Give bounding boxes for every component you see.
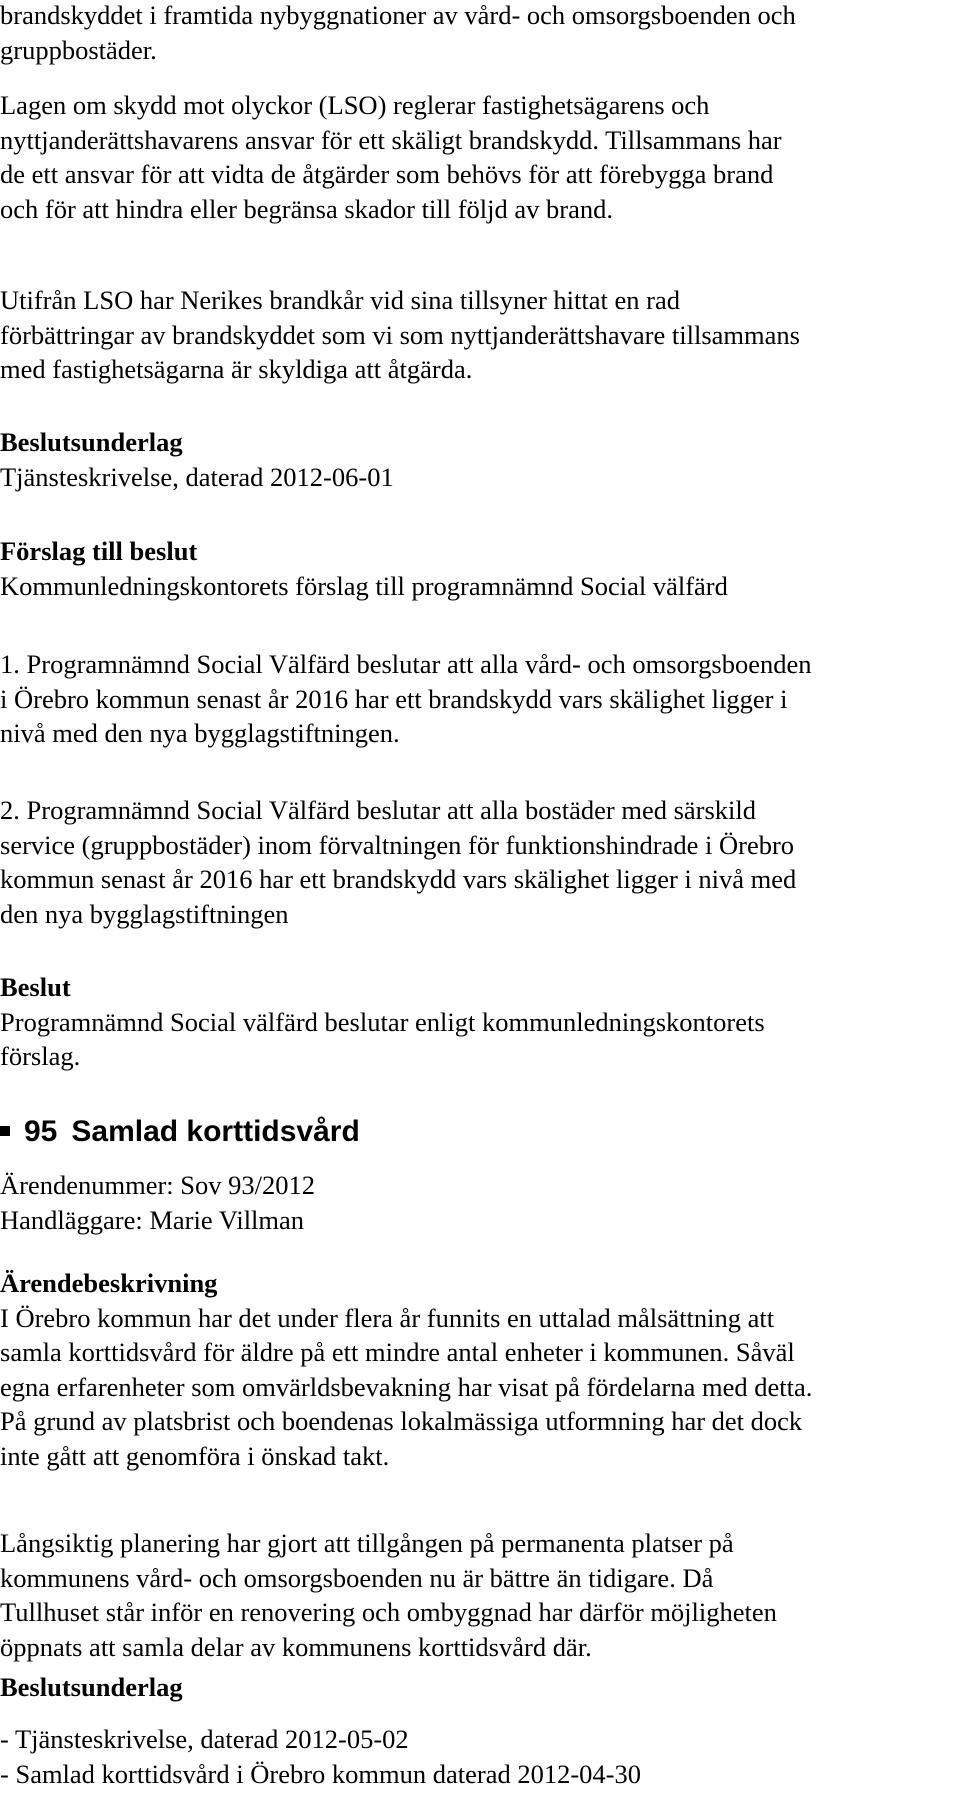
- text-line: I Örebro kommun har det under flera år funnits en uttalad målsättning att: [0, 1302, 775, 1333]
- text-line: Utifrån LSO har Nerikes brandkår vid sina tillsyner hittat en rad: [0, 285, 680, 315]
- list-item: - Samlad korttidsvård i Örebro kommun daterad 2012-04-30: [0, 1758, 642, 1789]
- section-95-meta: [0, 1168, 950, 1237]
- arendebeskrivning-section: [0, 1266, 950, 1473]
- list-item: - Tjänsteskrivelse, daterad 2012-05-02: [0, 1724, 409, 1754]
- forslag-intro: Kommunledningskontorets förslag till programnämnd Social välfärd: [0, 570, 728, 601]
- beslutsunderlag-text: Tjänsteskrivelse, daterad 2012-06-01: [0, 461, 394, 492]
- text-line: de ett ansvar för att vidta de åtgärder som behövs för att förebygga brand: [0, 159, 774, 189]
- text-line: kommun senast år 2016 har ett brandskydd vars skälighet ligger i nivå med: [0, 864, 797, 894]
- forslag-heading: Förslag till beslut: [0, 536, 198, 566]
- text-line: inte gått att genomföra i önskad takt.: [0, 1440, 390, 1471]
- text-line: samla korttidsvård för äldre på ett mindre antal enheter i kommunen. Såväl: [0, 1337, 795, 1367]
- square-bullet-icon: [0, 1126, 10, 1136]
- section-number: 95: [24, 1115, 58, 1148]
- text-line: egna erfarenheter som omvärldsbevakning har visat på fördelarna med detta.: [0, 1371, 813, 1402]
- nerike-paragraph: [0, 283, 950, 387]
- forslag-point-2: [0, 793, 950, 931]
- section-title: Samlad korttidsvård: [71, 1115, 360, 1148]
- text-line: Långsiktig planering har gjort att tillgången på permanenta platser på: [0, 1528, 734, 1558]
- text-line: gruppbostäder.: [0, 34, 157, 65]
- text-line: Programnämnd Social välfärd beslutar enligt kommunledningskontorets: [0, 1006, 765, 1037]
- arendebeskrivning-heading: Ärendebeskrivning: [0, 1268, 218, 1298]
- text-line: 1. Programnämnd Social Välfärd beslutar att alla vård- och omsorgsboenden: [0, 649, 812, 679]
- forslag-point-1: [0, 647, 950, 751]
- arendenummer: Ärendenummer: Sov 93/2012: [0, 1170, 316, 1200]
- beslutsunderlag-list: [0, 1722, 950, 1791]
- text-line: På grund av platsbrist och boendenas lokalmässiga utformning har det dock: [0, 1406, 803, 1436]
- section-95-heading: [0, 1110, 360, 1154]
- text-line: förbättringar av brandskyddet som vi som nyttjanderättshavare tillsammans: [0, 319, 800, 350]
- beslutsunderlag-heading: Beslutsunderlag: [0, 427, 183, 457]
- text-line: och för att hindra eller begränsa skador till följd av brand.: [0, 193, 613, 224]
- lso-paragraph: [0, 88, 950, 226]
- beslutsunderlag-section-2: [0, 1670, 950, 1705]
- text-line: Lagen om skydd mot olyckor (LSO) reglerar fastighetsägarens och: [0, 90, 710, 120]
- beslut-heading: Beslut: [0, 972, 71, 1002]
- intro-continuation-paragraph: [0, 0, 950, 67]
- text-line: i Örebro kommun senast år 2016 har ett brandskydd vars skälighet ligger i: [0, 683, 788, 714]
- text-line: nyttjanderättshavarens ansvar för ett skäligt brandskydd. Tillsammans har: [0, 124, 782, 155]
- text-line: 2. Programnämnd Social Välfärd beslutar att alla bostäder med särskild: [0, 795, 757, 825]
- text-line: den nya bygglagstiftningen: [0, 898, 289, 929]
- handlaggare: Handläggare: Marie Villman: [0, 1204, 305, 1235]
- text-line: öppnats att samla delar av kommunens korttidsvård där.: [0, 1631, 592, 1662]
- text-line: kommunens vård- och omsorgsboenden nu är bättre än tidigare. Då: [0, 1562, 714, 1593]
- arendebeskrivning-paragraph-2: [0, 1526, 950, 1664]
- forslag-section: [0, 534, 950, 603]
- text-line: service (gruppbostäder) inom förvaltningen för funktionshindrade i Örebro: [0, 829, 795, 860]
- beslutsunderlag-heading: Beslutsunderlag: [0, 1672, 183, 1702]
- text-line: Tullhuset står inför en renovering och ombyggnad har därför möjligheten: [0, 1597, 777, 1627]
- text-line: med fastighetsägarna är skyldiga att åtgärda.: [0, 354, 473, 384]
- text-line: förslag.: [0, 1041, 81, 1071]
- beslut-section: [0, 970, 950, 1074]
- beslutsunderlag-section: [0, 425, 950, 494]
- text-line: brandskyddet i framtida nybyggnationer av vård- och omsorgsboenden och: [0, 0, 796, 30]
- text-line: nivå med den nya bygglagstiftningen.: [0, 718, 400, 748]
